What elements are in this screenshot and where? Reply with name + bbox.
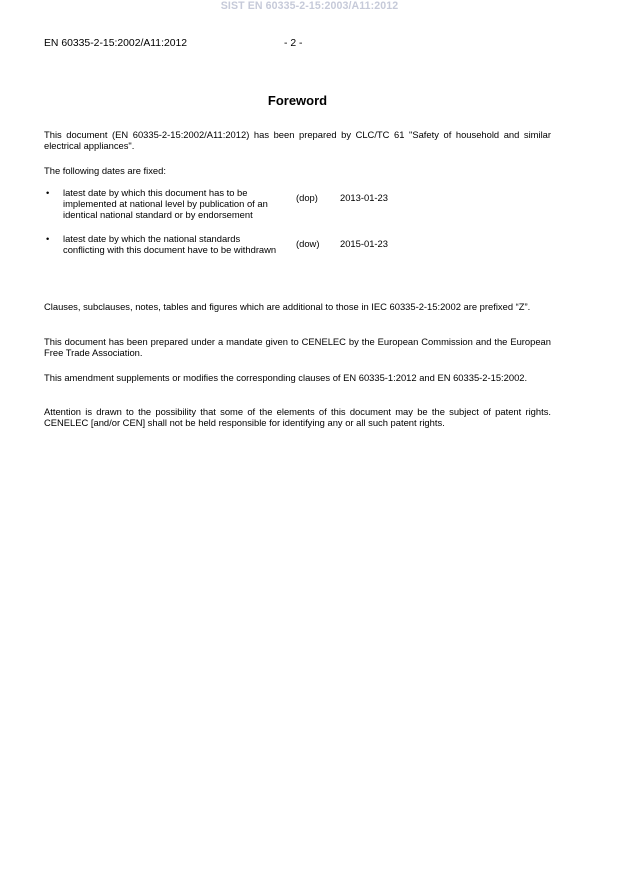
bullet-icon: • [46,187,50,198]
page-number: - 2 - [284,38,303,49]
date-code: (dow) [296,238,320,249]
date-code: (dop) [296,192,318,203]
clauses-paragraph: Clauses, subclauses, notes, tables and figures which are additional to those in IEC 60335-2-15:2002 are prefixed “Z”. [44,301,531,312]
page-title: Foreword [267,93,328,108]
bullet-icon: • [46,233,50,244]
amendment-paragraph: This amendment supplements or modifies the corresponding clauses of EN 60335-1:2012 and EN 60335-2-15:2002. [44,372,528,383]
list-item-dow [44,233,551,268]
patent-paragraph: Attention is drawn to the possibility that some of the elements of this document may be the subject of patent rights. CENELEC [and/or CEN] shall not be held responsible for identifying any or all such patent rights. [44,406,551,428]
date-value: 2013-01-23 [340,192,388,203]
intro-paragraph: This document (EN 60335-2-15:2002/A11:2012) has been prepared by CLC/TC 61 "Safety of household and similar electrical appliances". [44,129,551,151]
document-id: EN 60335-2-15:2002/A11:2012 [44,38,188,49]
watermark: SIST EN 60335-2-15:2003/A11:2012 [220,0,399,12]
date-description: latest date by which the national standards conflicting with this document have to be withdrawn [63,233,277,255]
mandate-paragraph: This document has been prepared under a mandate given to CENELEC by the European Commission and the European Free Trade Association. [44,336,551,358]
dates-list [44,187,551,268]
dates-intro: The following dates are fixed: [44,165,166,176]
list-item-dop [44,187,551,233]
date-description: latest date by which this document has to be implemented at national level by publication of an identical national standard or by endorsement [63,187,268,220]
date-value: 2015-01-23 [340,238,388,249]
